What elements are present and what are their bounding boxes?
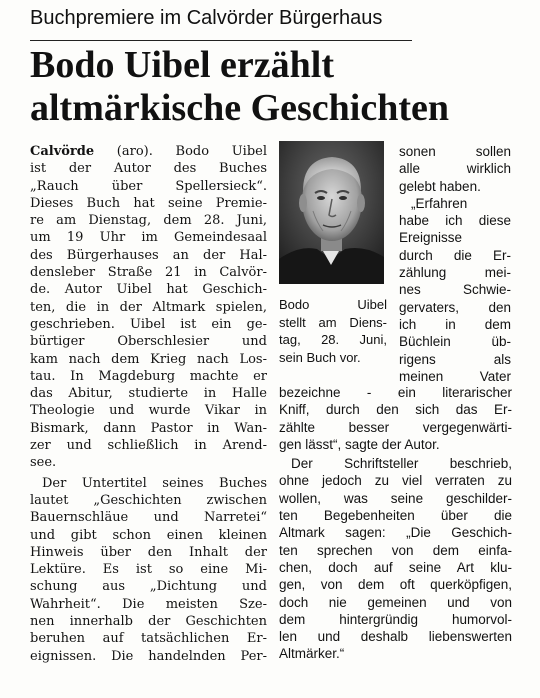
article-line: bezeichne - ein literarischer bbox=[279, 385, 512, 400]
article-line: ist der Autor des Buches bbox=[30, 161, 267, 177]
article-line: „Rauch über Spellersieck“. bbox=[30, 178, 267, 194]
article-line: Bauernschläue und Narretei“ bbox=[30, 510, 267, 526]
caption-line: Bodo Uibel bbox=[279, 297, 387, 312]
article-line: eignissen. Die handelnden Per- bbox=[30, 648, 267, 664]
article-line: tau. In Magdeburg machte er bbox=[30, 368, 267, 384]
article-line: nen innerhalb der Geschichten bbox=[30, 614, 267, 630]
article-line: zer und schließlich in Arend- bbox=[30, 438, 267, 454]
article-line: Büchlein üb- bbox=[399, 334, 511, 350]
article-line: das Abitur, studierte in Halle bbox=[30, 386, 267, 402]
article-line: schung aus „Dichtung und bbox=[30, 579, 267, 595]
article-line: beruhen auf tatsächlichen Er- bbox=[30, 631, 267, 647]
article-line: Lektüre. Es ist so eine Mi- bbox=[30, 562, 267, 578]
article-paragraph-3 bbox=[399, 143, 511, 385]
article-line bbox=[30, 143, 267, 160]
article-line: re am Dienstag, dem 28. Juni, bbox=[30, 213, 267, 229]
article-line: ten, die in der Altmark spielen, bbox=[30, 299, 267, 315]
article-line: durch die Er- bbox=[399, 247, 511, 263]
article-line: dem hintergründig humorvol- bbox=[279, 611, 512, 627]
article-paragraph-4 bbox=[279, 455, 512, 663]
article-line: see. bbox=[30, 455, 57, 471]
portrait-image bbox=[279, 141, 384, 284]
kicker-underline bbox=[30, 40, 412, 41]
headline-line-1: Bodo Uibel erzählt bbox=[30, 44, 334, 86]
dateline-rest: (aro). Bodo Uibel bbox=[94, 144, 267, 159]
article-line: gen, von dem oft querköpfigen, bbox=[279, 577, 512, 593]
article-paragraph-1 bbox=[30, 143, 267, 472]
article-line: alle wirklich bbox=[399, 161, 511, 177]
article-line: rigens als bbox=[399, 351, 511, 367]
article-line: Altmärker.“ bbox=[279, 646, 345, 662]
article-line: Bismark, dann Pastor in Wan- bbox=[30, 420, 267, 436]
article-line: densleber Straße 21 in Calvör- bbox=[30, 265, 267, 281]
article-line: zählte besser vergegenwärti- bbox=[279, 419, 512, 435]
headline-line-2: altmärkische Geschichten bbox=[30, 87, 450, 129]
article-line: meinen Vater bbox=[399, 368, 511, 384]
article-column-right-wide bbox=[279, 384, 512, 663]
article-line: Wahrheit“. Die meisten Sze- bbox=[30, 596, 267, 612]
article-line: nes Schwie- bbox=[399, 282, 511, 298]
article-line: ten sprechen von dem einfa- bbox=[279, 542, 512, 558]
article-line: gen lässt“, sagte der Autor. bbox=[279, 436, 440, 452]
article-line: Ereignisse bbox=[399, 230, 463, 246]
photo-caption bbox=[279, 296, 387, 366]
article-line: kam nach dem Krieg nach Los- bbox=[30, 351, 267, 367]
caption-line: tag, 28. Juni, bbox=[279, 332, 387, 347]
article-line: um 19 Uhr im Gemeindesaal bbox=[30, 230, 267, 246]
author-portrait-photo bbox=[279, 141, 384, 284]
caption-line: sein Buch vor. bbox=[279, 349, 361, 365]
article-line: sonen sollen bbox=[399, 144, 511, 159]
article-column-right-narrow bbox=[399, 143, 511, 385]
article-line: zählung mei- bbox=[399, 265, 511, 281]
article-line: wollen, was seine geschilder- bbox=[279, 490, 512, 506]
dateline: Calvörde bbox=[30, 144, 95, 159]
article-line: Der Untertitel seines Buches bbox=[42, 475, 267, 491]
article-line: Theologie und wurde Vikar in bbox=[30, 403, 267, 419]
article-paragraph-2 bbox=[30, 475, 267, 665]
article-line: „Erfahren bbox=[411, 195, 468, 211]
article-line: Dieses Buch hat seine Premie- bbox=[30, 195, 267, 211]
article-line: Der Schriftsteller beschrieb, bbox=[291, 456, 512, 472]
article-column-left bbox=[30, 143, 267, 665]
article-line: bürtiger Oberschlesier und bbox=[30, 334, 267, 350]
article-line: Hinweis über den Inhalt der bbox=[30, 544, 267, 560]
article-line: Altmark sagen: „Die Geschich- bbox=[279, 525, 512, 541]
article-line: de. Autor Uibel hat Geschich- bbox=[30, 282, 267, 298]
article-line: len und deshalb liebenswerten bbox=[279, 629, 512, 645]
article-line: habe ich diese bbox=[399, 213, 511, 229]
article-line: ohne jedoch zu viel verraten zu bbox=[279, 473, 512, 489]
article-line: chen, doch auf seine Art klu- bbox=[279, 559, 512, 575]
caption-line: stellt am Diens- bbox=[279, 314, 387, 330]
article-line: gelebt haben. bbox=[399, 178, 481, 194]
kicker-line: Buchpremiere im Calvörder Bürgerhaus bbox=[30, 7, 383, 29]
article-line: und gibt schon einen kleinen bbox=[30, 527, 267, 543]
article-line: Kniff, durch den sich das Er- bbox=[279, 402, 512, 418]
article-paragraph-3-cont bbox=[279, 384, 512, 453]
article-line: ich in dem bbox=[399, 316, 511, 332]
article-line: lautet „Geschichten zwischen bbox=[30, 492, 267, 508]
article-line: doch nie gemeinen und von bbox=[279, 594, 512, 610]
article-line: geschrieben. Uibel ist ein ge- bbox=[30, 316, 267, 332]
article-line: ten Begebenheiten über die bbox=[279, 508, 512, 524]
article-line: des Bürgerhauses an der Hal- bbox=[30, 247, 267, 263]
headline bbox=[30, 44, 530, 130]
article-line: gervaters, den bbox=[399, 299, 511, 315]
